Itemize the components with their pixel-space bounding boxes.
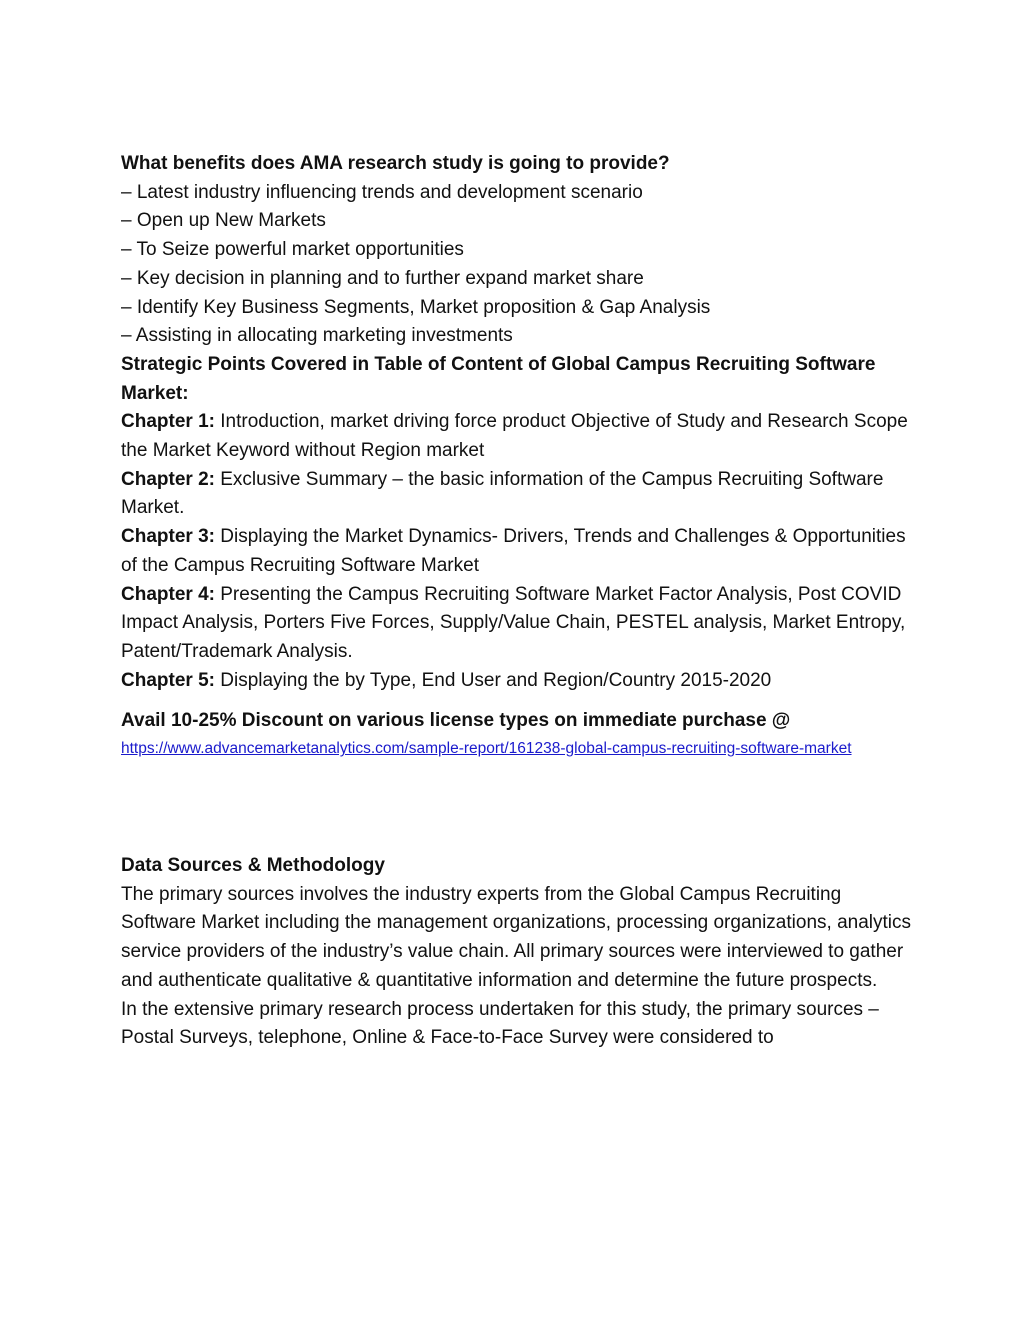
benefit-item: – To Seize powerful market opportunities — [121, 239, 464, 261]
discount-section — [121, 707, 911, 761]
chapter-4 — [121, 581, 911, 667]
chapter-label: Chapter 1: — [121, 411, 215, 433]
benefit-item: – Key decision in planning and to further expand market share — [121, 267, 644, 289]
sample-report-link[interactable]: https://www.advancemarketanalytics.com/sample-report/161238-global-campus-recruiting-software-market — [121, 740, 852, 758]
sources-paragraph: The primary sources involves the industry experts from the Global Campus Recruiting Software Market including the management organizations, processing organizations, analytics service providers of the industry’s value chain. All primary sources were interviewed to gather and authenticate qualitative & quantitative information and determine the future prospects. — [121, 883, 911, 991]
chapter-text: Displaying the Market Dynamics- Drivers, Trends and Challenges & Opportunities of the Campus Recruiting Software Market — [121, 526, 906, 576]
chapter-1 — [121, 408, 911, 465]
benefits-heading: What benefits does AMA research study is going to provide? — [121, 153, 670, 174]
document-page — [121, 150, 911, 1053]
benefit-item: – Identify Key Business Segments, Market proposition & Gap Analysis — [121, 296, 711, 318]
chapter-5 — [121, 667, 911, 696]
benefit-item: – Assisting in allocating marketing investments — [121, 325, 513, 347]
chapter-text: Presenting the Campus Recruiting Software Market Factor Analysis, Post COVID Impact Analysis, Porters Five Forces, Supply/Value Chain, PESTEL analysis, Market Entropy, Patent/Trademark Analysis. — [121, 583, 906, 662]
chapter-text: Introduction, market driving force product Objective of Study and Research Scope the Market Keyword without Region market — [121, 411, 908, 462]
benefit-item: – Latest industry influencing trends and development scenario — [121, 181, 643, 203]
chapter-label: Chapter 5: — [121, 669, 215, 691]
chapter-text: Exclusive Summary – the basic information of the Campus Recruiting Software Market. — [121, 468, 884, 519]
benefit-item: – Open up New Markets — [121, 210, 326, 232]
sources-heading: Data Sources & Methodology — [121, 855, 385, 877]
chapter-label: Chapter 4: — [121, 583, 215, 605]
chapter-2 — [121, 466, 911, 523]
benefits-section — [121, 150, 911, 351]
sources-section — [121, 852, 911, 1053]
toc-heading: Strategic Points Covered in Table of Content of Global Campus Recruiting Software Market: — [121, 353, 876, 404]
toc-section — [121, 351, 911, 695]
discount-heading: Avail 10-25% Discount on various license types on immediate purchase @ — [121, 710, 791, 732]
sources-paragraph: In the extensive primary research process undertaken for this study, the primary sources – Postal Surveys, telephone, Online & Face-to-Face Survey were considered to — [121, 998, 879, 1049]
chapter-label: Chapter 3: — [121, 526, 215, 548]
chapter-3 — [121, 523, 911, 580]
chapter-label: Chapter 2: — [121, 468, 215, 490]
chapter-text: Displaying the by Type, End User and Region/Country 2015-2020 — [214, 669, 772, 691]
